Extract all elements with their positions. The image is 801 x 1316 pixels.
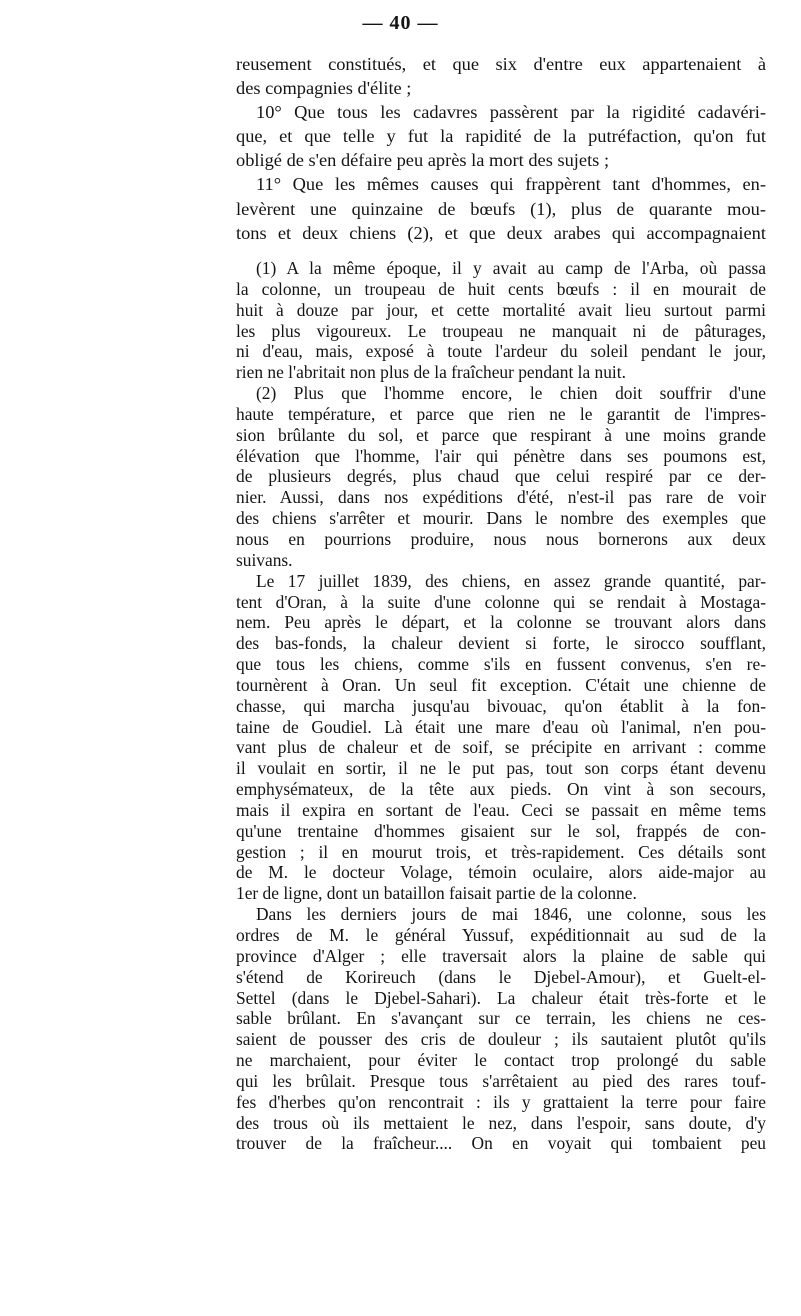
page-number: — 40 —	[362, 12, 439, 34]
text-line: 11° Que les mêmes causes qui frappèrent tant d'hommes, en-	[256, 174, 766, 195]
text-line: levèrent une quinzaine de bœufs (1), plus de quarante mou-	[236, 198, 766, 219]
footnote-line: suivans.	[236, 549, 293, 570]
text-line: des compagnies d'élite ;	[236, 78, 412, 99]
footnote-line: nier. Aussi, dans nos expéditions d'été, n'est-il pas rare de voir	[236, 487, 766, 508]
footnote-line: des bas-fonds, la chaleur devient si forte, le sirocco soufflant,	[236, 633, 766, 654]
footnote-line: des chiens s'arrêter et mourir. Dans le nombre des exemples que	[236, 508, 766, 529]
main-text	[236, 52, 766, 245]
footnote-line: Settel (dans le Djebel-Sahari). La chaleur était très-forte et le	[236, 987, 766, 1008]
footnotes	[236, 258, 766, 1154]
footnote-line: la colonne, un troupeau de huit cents bœufs : il en mourait de	[236, 278, 766, 299]
footnote-line: ne marchaient, pour éviter le contact trop prolongé du sable	[236, 1050, 766, 1071]
footnote-line: qu'une trentaine d'hommes gisaient sur le sol, frappés de con-	[236, 820, 766, 841]
text-line: obligé de s'en défaire peu après la mort des sujets ;	[236, 150, 610, 171]
footnote-line: mais il expira en sortant de l'eau. Ceci se passait en même tems	[236, 799, 766, 820]
footnote-line: rien ne l'abritait non plus de la fraîcheur pendant la nuit.	[236, 362, 626, 383]
footnote-line: des trous où ils mettaient le nez, dans l'espoir, sans doute, d'y	[236, 1112, 766, 1133]
footnote-line: tournèrent à Oran. Un seul fit exception. C'était une chienne de	[236, 674, 766, 695]
footnote-line: Le 17 juillet 1839, des chiens, en assez grande quantité, par-	[256, 570, 766, 591]
footnote-line: province d'Alger ; elle traversait alors la plaine de sable qui	[236, 945, 766, 966]
footnote-line: saient de pousser des cris de douleur ; ils sautaient plutôt qu'ils	[236, 1029, 766, 1050]
footnote-line: taine de Goudiel. Là était une mare d'eau où l'animal, n'en pou-	[236, 716, 766, 737]
footnote-line: de plusieurs degrés, plus chaud que celui respiré par ce der-	[236, 466, 766, 487]
footnote-line: sable brûlant. En s'avançant sur ce terrain, les chiens ne ces-	[236, 1008, 766, 1029]
footnote-line: 1er de ligne, dont un bataillon faisait partie de la colonne.	[236, 883, 637, 904]
footnote-line: ordres de M. le général Yussuf, expéditionnait au sud de la	[236, 925, 766, 945]
footnote-line: fes d'herbes qu'on rencontrait : ils y grattaient la terre pour faire	[236, 1091, 766, 1112]
footnote-line: nem. Peu après le départ, et la colonne se trouvant alors dans	[236, 612, 766, 633]
text-line: que, et que telle y fut la rapidité de la putréfaction, qu'on fut	[236, 126, 766, 147]
text-line: 10° Que tous les cadavres passèrent par la rigidité cadavéri-	[256, 102, 766, 123]
footnote-line: de M. le docteur Volage, témoin oculaire, alors aide-major au	[236, 862, 766, 883]
footnote-line: il voulait en sortir, il ne le put pas, tout son corps étant devenu	[236, 758, 766, 779]
footnote-line: vant plus de chaleur et de soif, se précipite en arrivant : comme	[236, 737, 766, 758]
footnote-line: chasse, qui marcha jusqu'au bivouac, qu'on établit à la fon-	[236, 695, 766, 716]
footnote-line: qui les brûlait. Presque tous s'arrêtaient au pied des rares touf-	[236, 1070, 766, 1091]
footnote-line: emphysémateux, de la tête aux pieds. On vint à son secours,	[236, 779, 766, 800]
footnote-line: huit à douze par jour, et cette mortalité avait lieu surtout parmi	[236, 299, 766, 320]
footnote-line: nous en pourrions produire, nous nous bornerons aux deux	[236, 528, 766, 549]
footnote-line: les plus vigoureux. Le troupeau ne manquait ni de pâturages,	[236, 320, 766, 341]
footnote-line: (1) A la même époque, il y avait au camp de l'Arba, où passa	[256, 258, 766, 278]
footnote-line: haute température, et parce que rien ne le garantit de l'impres-	[236, 403, 766, 424]
footnote-line: tent d'Oran, à la suite d'une colonne qui se rendait à Mostaga-	[236, 591, 766, 612]
footnote-line: élévation que l'homme, l'air qui pénètre dans ses poumons est,	[236, 445, 766, 466]
footnote-line: que tous les chiens, comme s'ils en fussent convenus, s'en re-	[236, 654, 766, 675]
footnote-line: Dans les derniers jours de mai 1846, une colonne, sous les	[256, 904, 766, 925]
footnote-line: gestion ; il en mourut trois, et très-rapidement. Ces détails sont	[236, 841, 766, 862]
footnote-line: (2) Plus que l'homme encore, le chien doit souffrir d'une	[256, 383, 766, 404]
footnote-line: sion brûlante du sol, et parce que respirant à une moins grande	[236, 424, 766, 445]
footnote-line: trouver de la fraîcheur.... On en voyait qui tombaient peu	[236, 1133, 766, 1154]
footnote-line: s'étend de Korireuch (dans le Djebel-Amour), et Guelt-el-	[236, 966, 766, 987]
footnote-line: ni d'eau, mais, exposé à toute l'ardeur du soleil pendant le jour,	[236, 341, 766, 362]
text-line: reusement constitués, et que six d'entre eux appartenaient à	[236, 54, 766, 74]
text-line: tons et deux chiens (2), et que deux arabes qui accompagnaient	[236, 222, 766, 243]
